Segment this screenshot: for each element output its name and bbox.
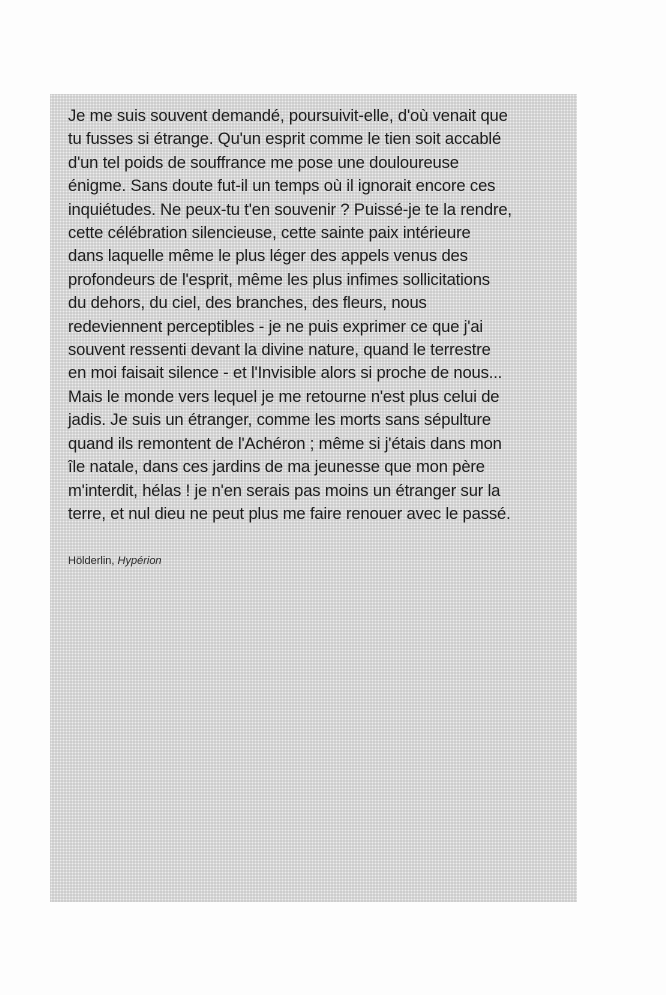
quote-line: énigme. Sans doute fut-il un temps où il ignorait encore ces	[68, 176, 496, 196]
quote-line: tu fusses si étrange. Qu'un esprit comme le tien soit accablé	[68, 129, 502, 149]
attribution-author: Hölderlin,	[68, 555, 118, 567]
quote-text	[68, 104, 568, 525]
quote-line: d'un tel poids de souffrance me pose une douloureuse	[68, 152, 459, 172]
attribution	[68, 554, 162, 568]
quote-line: quand ils remontent de l'Achéron ; même si j'étais dans mon	[68, 433, 502, 453]
quote-line: île natale, dans ces jardins de ma jeunesse que mon père	[68, 457, 485, 477]
quote-line: en moi faisait silence - et l'Invisible alors si proche de nous...	[68, 363, 503, 383]
quote-line: jadis. Je suis un étranger, comme les morts sans sépulture	[68, 410, 491, 430]
quote-line: inquiétudes. Ne peux-tu t'en souvenir ? Puissé-je te la rendre,	[68, 199, 512, 219]
quote-line: cette célébration silencieuse, cette sainte paix intérieure	[68, 223, 471, 243]
quote-line: dans laquelle même le plus léger des appels venus des	[68, 246, 468, 266]
quote-line: redeviennent perceptibles - je ne puis exprimer ce que j'ai	[68, 316, 483, 336]
quote-line: terre, et nul dieu ne peut plus me faire renouer avec le passé.	[68, 503, 511, 523]
quote-line: souvent ressenti devant la divine nature, quand le terrestre	[68, 340, 491, 360]
quote-line: Mais le monde vers lequel je me retourne n'est plus celui de	[68, 386, 500, 406]
quote-line: m'interdit, hélas ! je n'en serais pas moins un étranger sur la	[68, 480, 501, 500]
quote-line: Je me suis souvent demandé, poursuivit-elle, d'où venait que	[68, 106, 508, 125]
quote-line: du dehors, du ciel, des branches, des fleurs, nous	[68, 293, 427, 313]
quote-line: profondeurs de l'esprit, même les plus infimes sollicitations	[68, 269, 490, 289]
attribution-work-title: Hypérion	[117, 555, 162, 567]
